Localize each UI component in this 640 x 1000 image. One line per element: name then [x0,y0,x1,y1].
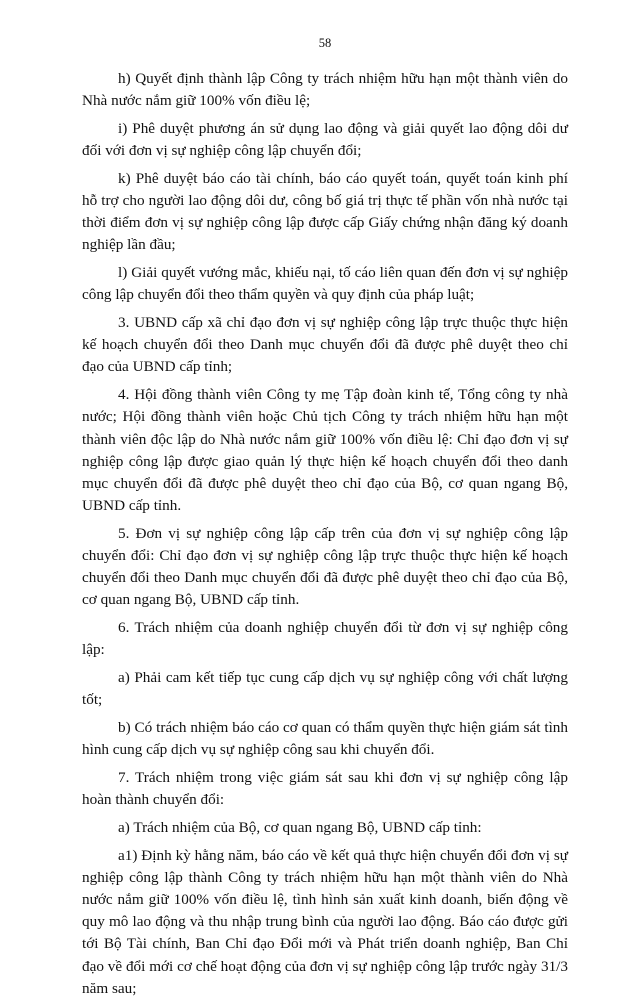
paragraph-7a1: a1) Định kỳ hằng năm, báo cáo về kết quả thực hiện chuyển đổi đơn vị sự nghiệp công lập thành Công ty trách nhiệm hữu hạn một thành viên do Nhà nước nắm giữ 100% vốn điều lệ, tình hình sản xuất kinh doanh, biến động về quy mô lao động và thu nhập trung bình của người lao động. Báo cáo được gửi tới Bộ Tài chính, Ban Chỉ đạo Đổi mới và Phát triển doanh nghiệp, Ban Chỉ đạo về đổi mới cơ chế hoạt động của đơn vị sự nghiệp công lập trước ngày 31/3 năm sau; [82,846,568,997]
paragraph-i: i) Phê duyệt phương án sử dụng lao động và giải quyết lao động dôi dư đối với đơn vị sự nghiệp công lập chuyển đổi; [82,119,568,160]
paragraph-7a: a) Trách nhiệm của Bộ, cơ quan ngang Bộ, UBND cấp tỉnh: [118,818,482,836]
paragraph-6: 6. Trách nhiệm của doanh nghiệp chuyển đổi từ đơn vị sự nghiệp công lập: [82,619,568,659]
paragraph-l: l) Giải quyết vướng mắc, khiếu nại, tố cáo liên quan đến đơn vị sự nghiệp công lập chuyển đổi theo thẩm quyền và quy định của pháp luật; [82,264,568,304]
paragraph-3: 3. UBND cấp xã chỉ đạo đơn vị sự nghiệp công lập trực thuộc thực hiện kế hoạch chuyển đổi theo Danh mục chuyển đổi đã được phê duyệt theo chỉ đạo của UBND cấp tỉnh; [82,314,568,376]
paragraph-k: k) Phê duyệt báo cáo tài chính, báo cáo quyết toán, quyết toán kinh phí hỗ trợ cho người lao động dôi dư, công bố giá trị thực tế phần vốn nhà nước tại thời điểm đơn vị sự nghiệp công lập được cấp Giấy chứng nhận đăng ký doanh nghiệp lần đầu; [82,169,568,254]
paragraph-7: 7. Trách nhiệm trong việc giám sát sau khi đơn vị sự nghiệp công lập hoàn thành chuyển đổi: [82,768,568,809]
paragraph-h: h) Quyết định thành lập Công ty trách nhiệm hữu hạn một thành viên do Nhà nước nắm giữ 100% vốn điều lệ; [82,70,568,110]
paragraph-6a: a) Phải cam kết tiếp tục cung cấp dịch vụ sự nghiệp công với chất lượng tốt; [82,669,568,709]
paragraph-4: 4. Hội đồng thành viên Công ty mẹ Tập đoàn kinh tế, Tổng công ty nhà nước; Hội đồng thành viên hoặc Chủ tịch Công ty trách nhiệm hữu hạn một thành viên độc lập do Nhà nước nắm giữ 100% vốn điều lệ: Chỉ đạo đơn vị sự nghiệp công lập được giao quản lý thực hiện kế hoạch chuyển đổi theo danh mục chuyển đổi đã được phê duyệt theo chỉ đạo của Bộ, cơ quan ngang Bộ, UBND cấp tỉnh. [82,386,568,515]
paragraph-6b: b) Có trách nhiệm báo cáo cơ quan có thẩm quyền thực hiện giám sát tình hình cung cấp dịch vụ sự nghiệp công sau khi chuyển đổi. [82,718,568,759]
page-number: 58 [318,36,332,50]
paragraph-5: 5. Đơn vị sự nghiệp công lập cấp trên của đơn vị sự nghiệp công lập chuyển đổi: Chỉ đạo đơn vị sự nghiệp công lập trực thuộc thực hiện kế hoạch chuyển đổi theo Danh mục chuyển đổi đã được phê duyệt theo chỉ đạo của Bộ, cơ quan ngang Bộ, UBND cấp tỉnh. [82,524,568,609]
